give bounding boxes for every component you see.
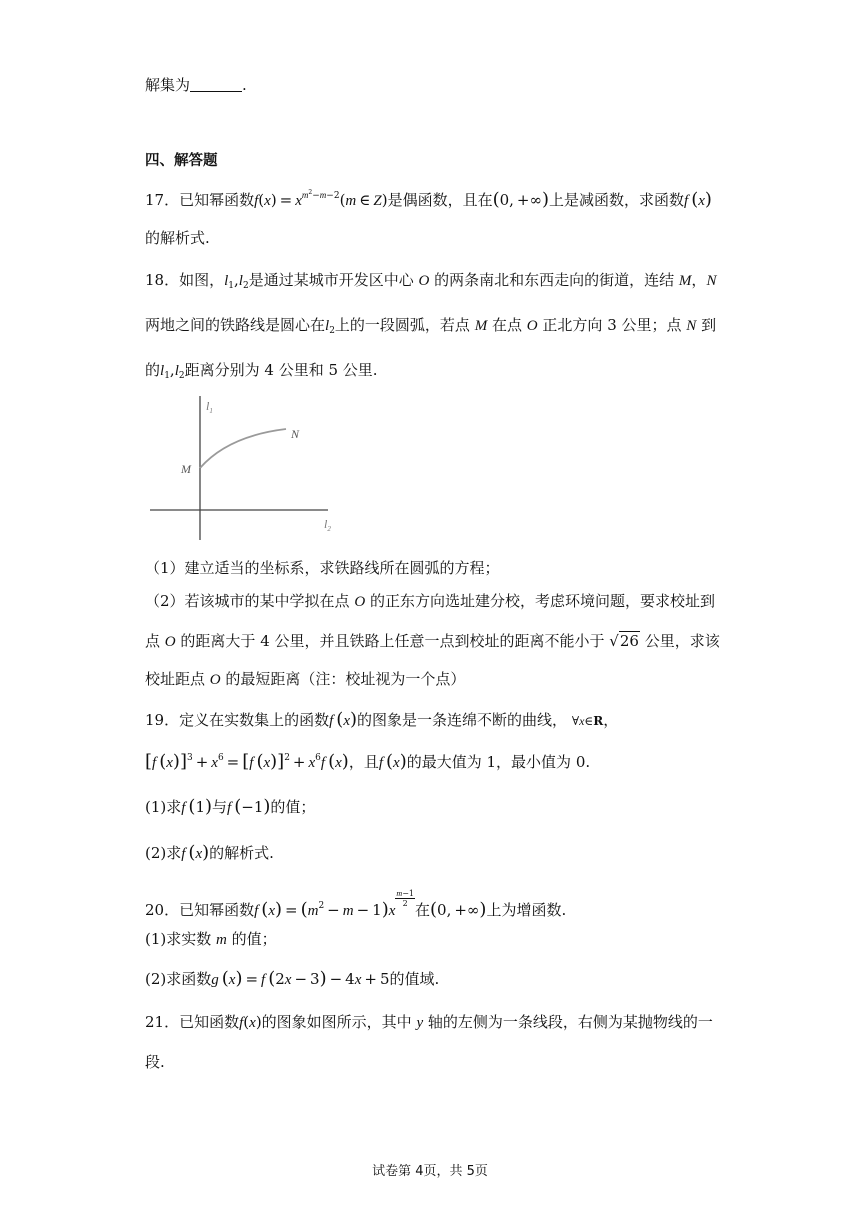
q20-part1: (1)求实数 m 的值；: [145, 930, 277, 948]
q17-text-3: 上是减函数，求函数: [549, 191, 685, 209]
q19-text-2: 的图象是一条连绵不断的曲线，: [357, 711, 568, 729]
q21-line2: 段.: [145, 1053, 165, 1071]
q17-text-1: 已知幂函数: [179, 191, 255, 209]
q19-p2-a: (2)求: [145, 844, 182, 862]
q18-text-j: 距离分别为 4 公里和 5 公里.: [184, 361, 378, 379]
q19-line1: 19．定义在实数集上的函数f (x)的图象是一条连绵不断的曲线， ∀x∈R，: [145, 709, 619, 730]
q18-line2: 两地之间的铁路线是圆心在$l_2$上的一段圆弧，若点 M 在点 O 正北方向 3 公里；点 N 到: [145, 316, 717, 336]
q18-p2-c: 点: [145, 632, 161, 650]
q20-formula: f $(x) = (m^2 - m - 1)x$ $\frac{m-1}{2}$: [254, 889, 414, 920]
q17-number: 17．: [145, 191, 180, 209]
answer-blank: [190, 77, 242, 92]
continuation-line: 解集为 .: [145, 76, 247, 94]
q17-line1: [145, 190, 712, 211]
q18-p2-d: 的距离大于 4 公里，并且铁路上任意一点到校址的距离不能小于: [180, 632, 605, 650]
q18-l1l2: l: [224, 273, 229, 289]
q18-p2-e: 公里，求该: [644, 632, 720, 650]
q19-text-3: ，且: [348, 753, 379, 771]
q21-text-2: 的图象如图所示，其中: [261, 1013, 412, 1031]
q20-text-3: 上为增函数.: [486, 901, 567, 919]
q18-text-a: 如图，: [179, 271, 225, 289]
q18-p2-a: （2）若该城市的某中学拟在点: [145, 592, 350, 610]
q18-line1: 18．如图，$l_1,l_2$是通过某城市开发区中心 O 的两条南北和东西走向的街道，连结 M，N: [145, 271, 717, 291]
q19-text-4: 的最大值为 1，最小值为 0.: [406, 753, 591, 771]
q18-p2-f: 校址距点: [145, 670, 206, 688]
q18-p2-b: 的正东方向选址建分校，考虑环境问题，要求校址到: [369, 592, 715, 610]
railway-arc: [200, 429, 286, 468]
q18-text-i: 的: [145, 361, 161, 379]
q20-text-2: 在: [414, 901, 430, 919]
q19-number: 19．: [145, 711, 180, 729]
q20-p2-a: (2)求函数: [145, 970, 212, 988]
label-l2: $l_2$: [324, 517, 331, 533]
continuation-text: 解集为: [145, 76, 191, 94]
q17-text-2: 是偶函数，且在: [387, 191, 493, 209]
q19-p1-b: 与: [212, 798, 228, 816]
q17-line2: 的解析式.: [145, 229, 210, 247]
q21-text-1: 已知函数: [179, 1013, 240, 1031]
q21-line1: 21．已知函数f(x)的图象如图所示，其中 y 轴的左侧为一条线段，右侧为某抛物线的一: [145, 1013, 713, 1031]
q18-figure: [148, 392, 348, 542]
q18-text-c: 的两条南北和东西走向的街道，连结: [434, 271, 675, 289]
q19-p1-c: 的值；: [270, 798, 316, 816]
sqrt-26: √26: [609, 632, 639, 650]
label-N: N: [291, 427, 300, 441]
q18-text-f: 在点: [492, 316, 523, 334]
q18-text-d: 两地之间的铁路线是圆心在: [145, 316, 326, 334]
q18-number: 18．: [145, 271, 180, 289]
q18-part1: （1）建立适当的坐标系，求铁路线所在圆弧的方程；: [145, 559, 500, 577]
q19-part1: (1)求f (1)与f (−1)的值；: [145, 796, 316, 817]
q19-p1-a: (1)求: [145, 798, 182, 816]
q21-number: 21．: [145, 1013, 180, 1031]
q19-equation: [f $(x)]^3 + x^6 = [f$ $(x)]^2 + x^6f$ (x): [145, 751, 349, 772]
q20-p1-a: (1)求实数: [145, 930, 212, 948]
q18-part2-line2: 点 O 的距离大于 4 公里，并且铁路上任意一点到校址的距离不能小于 √26 公里，求该: [145, 632, 720, 650]
q17-formula-fx: $f(x) = x^{m^2-m-2}(m$ ∈ Z): [254, 189, 388, 209]
q20-line1: 20．已知幂函数f $(x) = (m^2 - m - 1)x$ $\frac{m-1}{2}$ 在(0, +∞)上为增函数.: [145, 889, 567, 920]
q18-p2-g: 的最短距离（注：校址视为一个点）: [225, 670, 466, 688]
q18-text-g: 正北方向 3 公里；点: [542, 316, 682, 334]
q18-part2-line3: 校址距点 O 的最短距离（注：校址视为一个点）: [145, 670, 466, 688]
label-l1: $l_1$: [206, 399, 213, 415]
q20-gx: g (x) = f (2x − 3) − 4x + 5: [211, 968, 390, 989]
q21-text-3: 轴的左侧为一条线段，右侧为某抛物线的一: [427, 1013, 713, 1031]
label-M: M: [181, 462, 191, 476]
q17-interval: (0, +∞): [492, 189, 550, 210]
q17-fx: f (x): [684, 189, 712, 210]
q18-line3: 的$l_1,l_2$距离分别为 4 公里和 5 公里.: [145, 361, 378, 381]
q20-part2: [145, 969, 439, 990]
q19-p2-b: 的解析式.: [209, 844, 274, 862]
q18-part2-line1: （2）若该城市的某中学拟在点 O 的正东方向选址建分校，考虑环境问题，要求校址到: [145, 592, 715, 610]
q19-text-1: 定义在实数集上的函数: [179, 711, 330, 729]
section-title: 四、解答题: [145, 153, 218, 169]
q20-text-1: 已知幂函数: [179, 901, 255, 919]
q20-p2-b: 的值域.: [389, 970, 440, 988]
q19-part2: (2)求f (x)的解析式.: [145, 842, 274, 863]
q18-text-b: 是通过某城市开发区中心: [248, 271, 414, 289]
q18-text-e: 上的一段圆弧，若点: [334, 316, 470, 334]
q19-line2: [f $(x)]^3 + x^6 = [f$ $(x)]^2 + x^6f$ (x)，且f (x)的最大值为 1，最小值为 0.: [145, 751, 591, 772]
page-footer: 试卷第 4页，共 5页: [372, 1164, 488, 1179]
q18-text-h: 到: [701, 316, 717, 334]
q20-number: 20．: [145, 901, 180, 919]
q20-p1-b: 的值；: [231, 930, 277, 948]
